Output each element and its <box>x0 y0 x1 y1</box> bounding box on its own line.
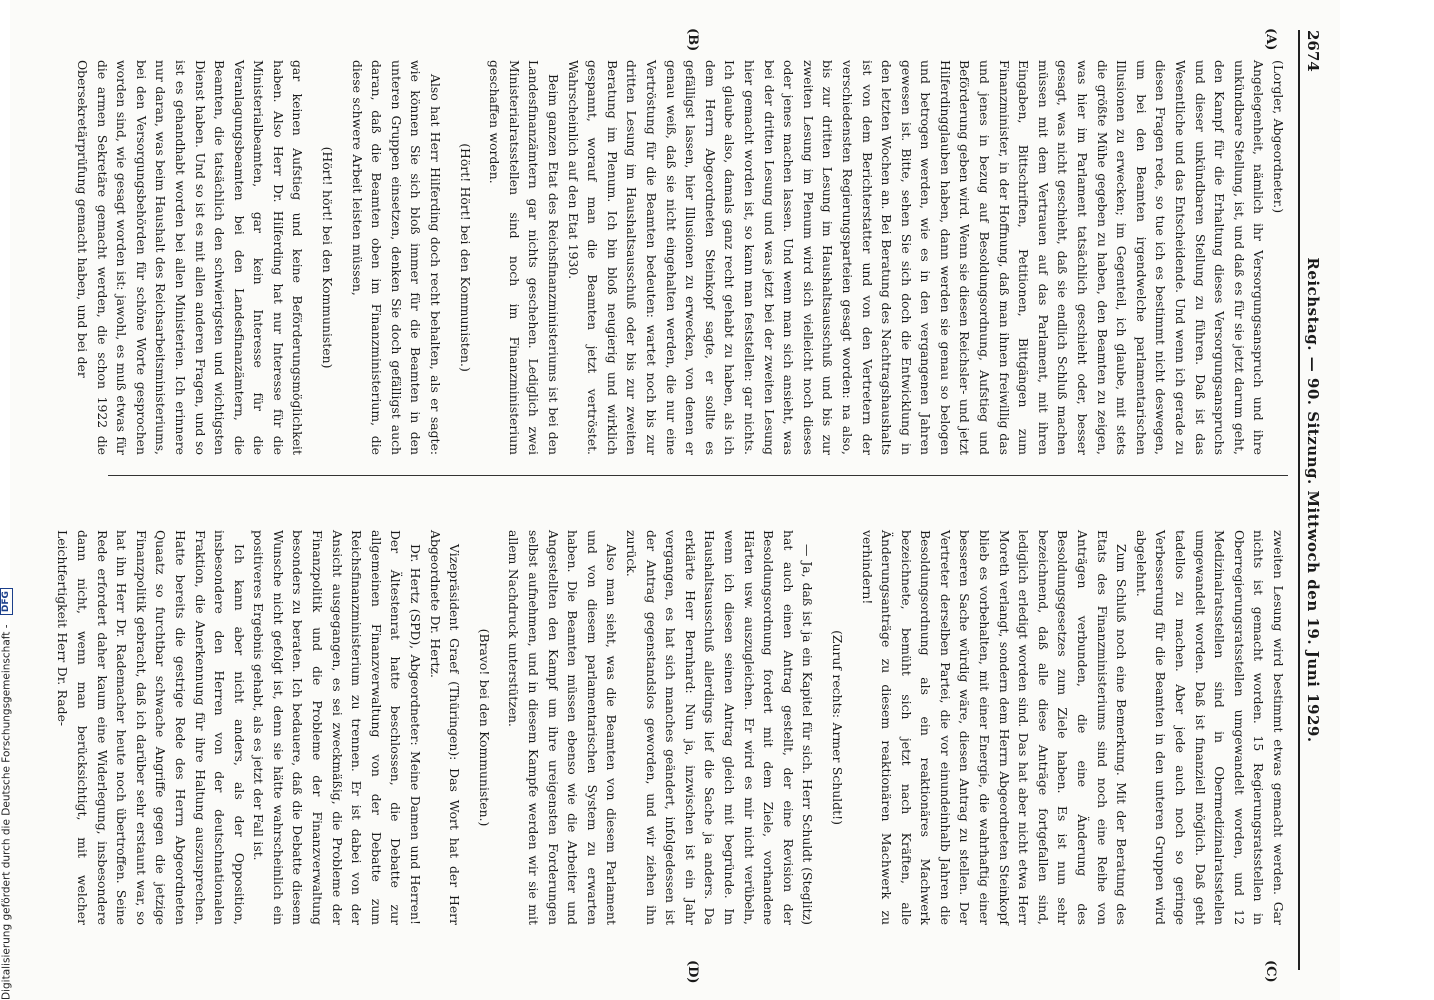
speaker-line: (Lorgler, Abgeordneter.) <box>1271 60 1286 214</box>
paragraph: zweiten Lesung wird bestimmt etwas gemacht werden. Gar nichts ist gemacht worden. 15 Regierungsratsstellen in Oberregierungsratsstellen umgewandelt worden, und 12 Medizinalratsstellen sind in Obermedizinalratsstellen umgewandelt worden. Daß ist finanziell möglich. Daß geht tadellos zu machen. Aber jede auch noch so geringe Verbesserung für die Beamten in den unteren Gruppen wird abgelehnt. <box>1133 530 1286 925</box>
margin-mark-d: (D) <box>685 960 700 984</box>
right-column <box>55 530 1288 925</box>
interjection: (Zuruf rechts: Armer Schuldt!) <box>829 630 845 825</box>
page-title: Reichstag. — 90. Sitzung. Mittwoch den 19. Juni 1929. <box>1304 257 1322 743</box>
paragraph: Beim ganzen Etat des Reichsfinanzministeriums ist bei den Landesfinanzämtern gar nichts geschehen. Lediglich zwei Ministerialratsstellen sind noch im Finanzministerium geschaffen worden. <box>487 60 562 455</box>
paragraph: Also man sieht, was die Beamten von diesem Parlament und von diesem parlamentarischen System zu erwarten haben. Die Beamten müssen ebenso wie die Arbeiter und Angestellten den Kampf um ihre ureigensten Forderungen selbst aufnehmen, und in diesem Kampfe werden wir sie mit allem Nachdruck unterstützen. <box>506 530 620 925</box>
interjection: (Hört! hört! bei den Kommunisten) <box>320 146 336 369</box>
interjection: (Hört! Hört! bei den Kommunisten.) <box>457 143 473 372</box>
margin-mark-c: (C) <box>1263 960 1278 983</box>
credit-text: Digitalisierung gefördert durch die Deutsche Forschungsgemeinschaft - <box>0 624 13 1000</box>
margin-mark-b: (B) <box>685 28 700 52</box>
interjection: (Bravo! bei den Kommunisten.) <box>476 628 492 827</box>
column-divider <box>108 475 1288 476</box>
paragraph: — Ja, daß ist ja ein Kapitel für sich. Herr Schuldt (Steglitz) hat auch einen Antrag gestellt, der eine Revision der Besoldungsordnung fordert mit dem Ziele, vorhandene Härten usw. auszugleichen. Er wird es mir nicht verübeln, wenn ich diesen seinen Antrag gleich mit begründe. Im Haushaltsausschuß allerdings lief die Sache ja anders. Da erklärte Herr Bernhard: Nun ja, inzwischen ist ein Jahr vergangen, es hat sich manches geändert, infolgedessen ist der Antrag gegenstandslos geworden, und wir ziehen ihn zurück. <box>624 530 816 925</box>
dfg-logo-icon: DFG <box>0 588 13 615</box>
header-rule <box>1298 30 1300 970</box>
paragraph: Vizepräsident Graef (Thüringen): Das Wort hat der Herr Abgeordnete Dr. Hertz. <box>427 530 463 925</box>
paragraph: Ich kann aber nicht anders, als der Opposition, insbesondere den Herren von der deutschnationalen Fraktion, die Anerkennung für ihre Haltung auszusprechen. Hatte bereits die gestrige Rede des Herrn Abgeordneten Quaatz so furchtbar schwache Angriffe gegen die jetzige Finanzpolitik gebracht, daß ich darüber sehr erstaunt war, so hat ihn Herr Dr. Rademacher heute noch übertroffen. Seine Rede erfordert daher kaum eine Widerlegung, insbesondere dann nicht, wenn man berücksichtigt, mit welcher Leichtfertigkeit Herr Dr. Rade- <box>55 530 247 925</box>
paragraph: Dr. Hertz (SPD), Abgeordneter: Meine Damen und Herren! Der Ältestenrat hatte beschlossen, die Debatte zur allgemeinen Finanzverwaltung von der Debatte zum Reichsfinanzministerium zu trennen. Er ist dabei von der Ansicht ausgegangen, es sei zweckmäßig, die Probleme der Finanzpolitik und die Probleme der Finanzverwaltung besonders zu beraten. Ich bedauere, daß die Debatte diesem Wunsche nicht gefolgt ist, denn sie hätte wahrscheinlich ein positiveres Ergebnis gehabt, als es jetzt der Fall ist. <box>251 530 424 925</box>
left-column <box>74 60 1288 455</box>
margin-mark-a: (A) <box>1263 28 1278 51</box>
paragraph: Also hat Herr Hilferding doch recht behalten, als er sagte: wie können Sie sich bloß immer für die Beamten in den unteren Gruppen einsetzen, denken Sie doch gefälligst auch daran, daß die Beamten oben im Finanzministerium, die diese schwere Arbeit leisten müssen, <box>349 60 444 455</box>
paragraph: Angelegenheit, nämlich ihr Versorgungsanspruch und ihre unkündbare Stellung, ist, und daß es für sie jetzt darum geht, den Kampf für die Erhaltung dieses Versorgungsanspruchs und dieser unkündbaren Stellung zu führen. Daß ist das Wesentliche und das Entscheidende. Und wenn ich gerade zu diesen Fragen rede, so tue ich es bestimmt nicht deswegen, um bei den Beamten irgendwelche parlamentarischen Illusionen zu erwecken; im Gegenteil, ich glaube, mit stets die größte Mühe gegeben zu haben, den Beamten zu zeigen, was hier im Parlament tatsächlich geschieht oder, besser gesagt, was nicht geschieht, daß sie endlich Schluß machen müssen mit dem Vertrauen auf das Parlament, mit ihren Eingaben, Bittschriften, Petitionen, Bittgängen zum Finanzminister, in der Hoffnung, daß man ihnen freiwillig das und jenes in bezug auf Besoldungsordnung, Aufstieg und Beförderung geben wird. Wenn sie diesen Reichsler- und jetzt Hilferdingglauben haben, dann werden sie genau so belogen und betrogen werden, wie es in den vergangenen Jahren gewesen ist. Bitte, sehen Sie sich doch die Entwicklung in den letzten Wochen an. Bei Beratung des Nachtragshaushalts ist von dem Berichterstatter und von den Vertretern der verschiedensten Regierungsparteien gesagt worden: na also, bis zur dritten Lesung im Haushaltsausschuß und bis zur zweiten Lesung im Plenum wird sich vielleicht noch dieses oder jenes machen lassen. Und wenn man sich ansieht, was bei der dritten Lesung und was jetzt bei der zweiten Lesung hier gemacht worden ist, so kann man feststellen: gar nichts. Ich glaube also, damals ganz recht gehabt zu haben, als ich dem Herrn Abgeordneten Steinkopf sagte, er sollte es gefälligst lassen, hier Illusionen zu erwecken, von denen er genau weiß, daß sie nicht eingehalten werden, die nur eine Vertröstung für die Beamten bedeuten: wartet noch bis zur dritten Lesung im Haushaltsausschuß oder bis zur zweiten Beratung im Plenum. Ich bin bloß neugierig und wirklich gespannt, worauf man die Beamten jetzt vertröstet. Wahrscheinlich auf den Etat 1930. <box>565 60 1267 455</box>
page-number: 2674 <box>1304 30 1322 72</box>
paragraph: gar keinen Aufstieg und keine Beförderungsmöglichkeit haben. Also Herr Dr. Hilferding hat nur Interesse für die Ministerialbeamten, gar kein Interesse für die Veranlagungsbeamten bei den Landesfinanzämtern, die Beamten, die tatsächlich den schwierigsten und wichtigsten Dienst haben. Und so ist es mit allen anderen Fragen, und so ist es gehandhabt worden bei allen Ministerien. Ich erinnere nur daran, was beim Haushalt des Reichsarbeitsministeriums, bei den Versorgungsbehörden für schöne Worte gesprochen worden sind, wie gesagt worden ist: jawohl, es muß etwas für die armen Sekretäre gemacht werden, die schon 1922 die Obersekretärprüfung gemacht haben, und bei der <box>74 60 306 455</box>
paragraph: Zum Schluß noch eine Bemerkung. Mit der Beratung des Etats des Finanzministeriums sind noch eine Reihe von Anträgen verbunden, die eine Änderung des Besoldungsgesetzes zum Ziele haben. Es ist nun sehr bezeichnend, daß alle diese Anträge fortgefallen sind, lediglich erledigt worden sind. Das hat aber nicht etwa Herr Moreth verlangt, sondern dem Herrn Abgeordneten Steinkopf blieb es vorbehalten, mit einer Energie, die wahrhaftig einer besseren Sache würdig wäre, diesen Antrag zu stellen. Der Vertreter derselben Partei, die vor einundeinhalb Jahren die Besoldungsordnung als ein reaktionäres Machwerk bezeichnete, bemüht sich jetzt nach Kräften, alle Änderungsanträge zu diesem reaktionären Machwerk zu verhindern! <box>859 530 1130 925</box>
scanned-page <box>10 0 1340 1000</box>
page-header <box>1298 30 1326 970</box>
digitization-credit <box>0 0 14 1000</box>
